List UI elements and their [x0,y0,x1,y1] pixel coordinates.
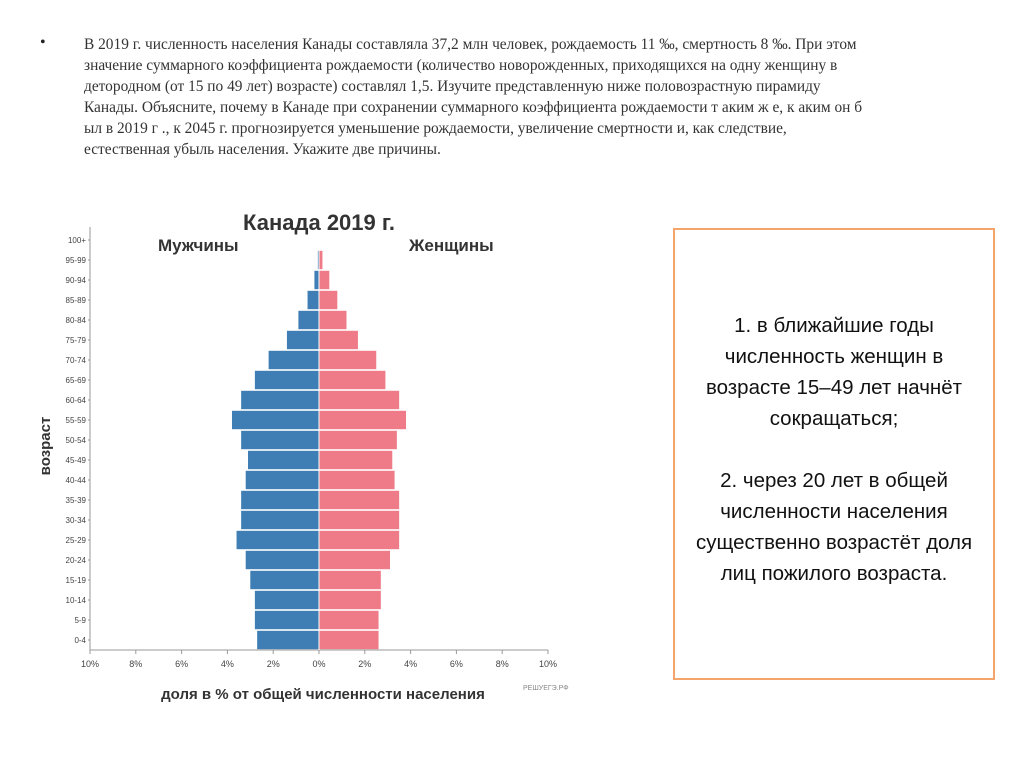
x-tick-label: 8% [129,659,143,669]
y-tick-label: 10-14 [65,596,86,605]
answer-box [673,228,995,680]
bar-male [241,491,319,509]
bar-female [319,391,399,409]
y-tick-label: 50-54 [65,436,86,445]
answer-item-2: 2. через 20 лет в общей численности населения существенно возрастёт доля лиц пожилого возраста. [695,469,973,585]
bar-male [255,371,319,389]
bar-male [250,571,319,589]
y-tick-label: 90-94 [65,276,86,285]
x-tick-label: 10% [80,659,100,669]
bar-male [237,531,319,549]
bar-female [319,271,329,289]
y-tick-label: 100+ [67,236,86,245]
bar-female [319,591,381,609]
answer-item-1: 1. в ближайшие годы численность женщин в возрасте 15–49 лет начнёт сокращаться; [705,314,963,430]
bar-female [319,471,395,489]
plot-area [66,227,557,669]
watermark: РЕШУЕГЭ.РФ [523,685,569,692]
bar-male [241,511,319,529]
bar-female [319,611,379,629]
x-tick-label: 0% [312,659,326,669]
bar-male [246,471,319,489]
x-tick-label: 8% [495,659,509,669]
legend-female-label: Женщины [409,236,494,255]
x-tick-label: 10% [538,659,558,669]
bar-female [319,431,397,449]
y-tick-label: 95-99 [65,256,86,265]
bar-female [319,331,358,349]
bar-male [246,551,319,569]
y-tick-label: 80-84 [65,316,86,325]
y-tick-label: 60-64 [65,396,86,405]
y-tick-label: 20-24 [65,556,86,565]
y-tick-label: 0-4 [74,636,86,645]
bar-male [248,451,319,469]
bar-female [319,251,322,269]
bar-female [319,371,385,389]
bar-female [319,551,390,569]
bar-male [255,611,319,629]
legend-male-label: Мужчины [158,236,239,255]
bar-female [319,491,399,509]
x-tick-label: 4% [220,659,234,669]
bar-female [319,631,379,649]
bar-male [232,411,319,429]
population-pyramid-chart [30,200,590,705]
x-tick-label: 2% [358,659,372,669]
y-tick-label: 65-69 [65,376,86,385]
x-tick-label: 6% [449,659,463,669]
x-tick-label: 4% [404,659,418,669]
bar-male [287,331,319,349]
bar-female [319,411,406,429]
question-text: В 2019 г. численность населения Канады составляла 37,2 млн человек, рождаемость 11 ‰, смертность 8 ‰. При этом значение суммарного коэффициента рождаемости (количество новорожденных, приходящихся на одну женщину в детородном (от 15 по 49 лет) возрасте) составлял 1,5. Изучите представленную ниже половозрастную пирамиду Канады. Объясните, почему в Канаде при сохранении суммарного коэффициента рождаемости т аким ж е, к аким он б ыл в 2019 г ., к 2045 г. прогнозируется уменьшение рождаемости, увеличение смертности и, как следствие, естественная убыль населения. Укажите две причины. [84,36,863,158]
bar-male [308,291,319,309]
y-tick-label: 85-89 [65,296,86,305]
y-tick-label: 55-59 [65,416,86,425]
x-tick-label: 2% [266,659,280,669]
y-tick-label: 45-49 [65,456,86,465]
bar-male [314,271,319,289]
x-tick-label: 6% [175,659,189,669]
bar-female [319,451,392,469]
bar-male [269,351,319,369]
y-tick-label: 70-74 [65,356,86,365]
y-tick-label: 15-19 [65,576,86,585]
bar-female [319,351,376,369]
y-tick-label: 5-9 [74,616,86,625]
bar-male [241,391,319,409]
bar-male [257,631,319,649]
y-tick-label: 35-39 [65,496,86,505]
x-axis-label: доля в % от общей численности населения [161,686,485,703]
bar-male [241,431,319,449]
bar-female [319,571,381,589]
question-block [40,34,960,160]
bar-female [319,511,399,529]
chart-title: Канада 2019 г. [243,210,395,235]
y-tick-label: 25-29 [65,536,86,545]
bar-male [255,591,319,609]
y-axis-label: возраст [37,416,54,476]
bar-female [319,531,399,549]
bullet-marker: • [40,34,46,51]
bar-female [319,311,346,329]
y-tick-label: 75-79 [65,336,86,345]
y-tick-label: 30-34 [65,516,86,525]
y-tick-label: 40-44 [65,476,86,485]
bar-female [319,291,337,309]
bar-male [298,311,319,329]
